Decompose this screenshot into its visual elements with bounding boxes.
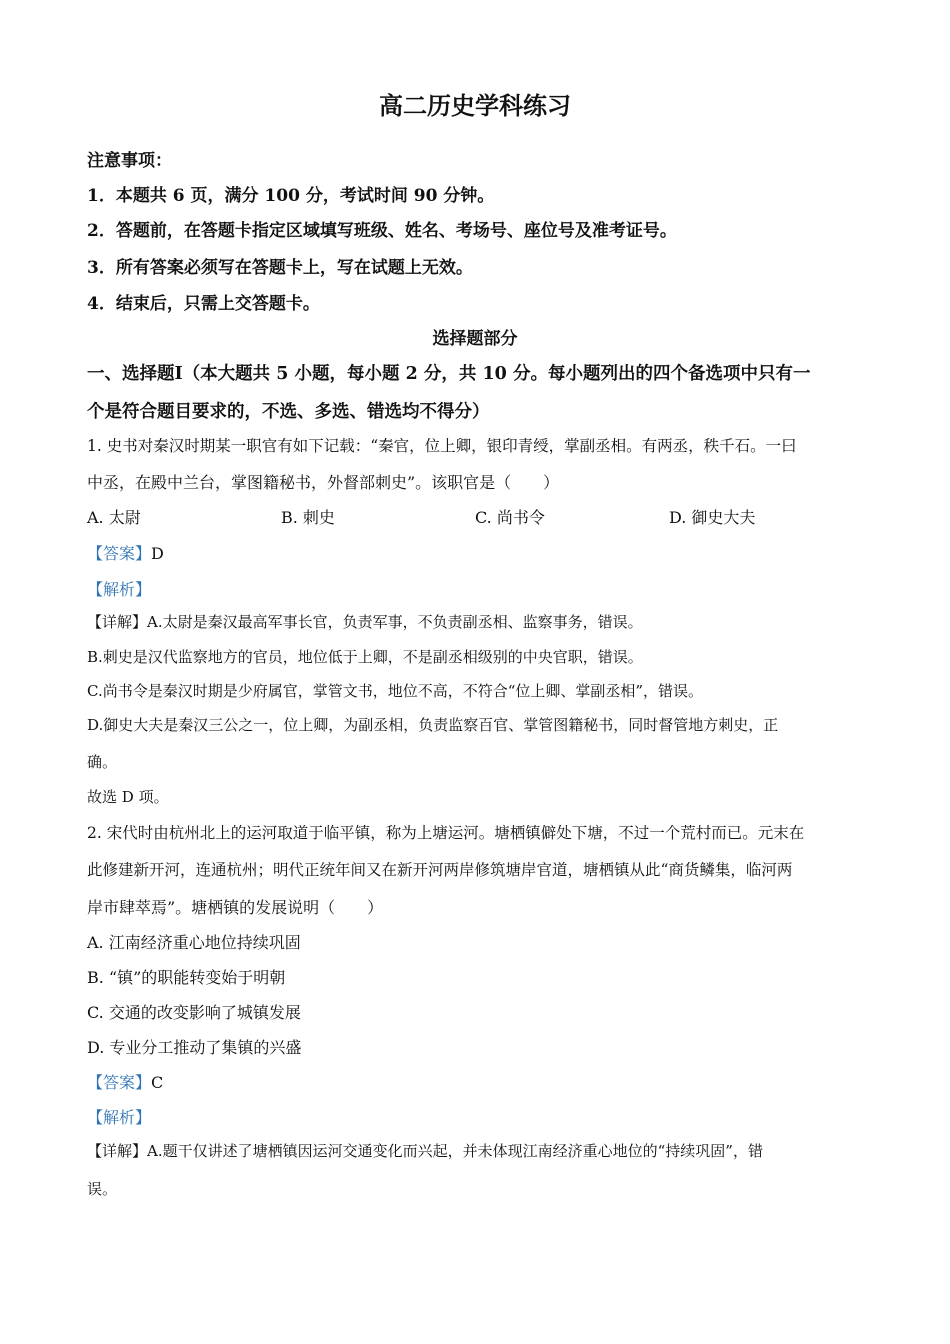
q2-detail-a-cont: 误。 (87, 1180, 118, 1198)
answer-tag: 【答案】 (87, 544, 152, 563)
notice-heading: 注意事项： (87, 151, 172, 171)
detail-text: A.题干仅讲述了塘栖镇因运河交通变化而兴起，并未体现江南经济重心地位的“持续巩固”，错 (147, 1142, 763, 1160)
notice-item: 1．本题共 6 页，满分 100 分，考试时间 90 分钟。 (87, 186, 495, 206)
detail-tag: 【详解】 (87, 1142, 148, 1160)
detail-text: A.太尉是秦汉最高军事长官，负责军事，不负责副丞相、监察事务，错误。 (147, 613, 643, 631)
q2-detail-a (87, 1140, 867, 1161)
q1-analysis-tag: 【解析】 (87, 580, 152, 599)
q1-option-b: B. 刺史 (281, 508, 335, 527)
q1-detail-b: B.刺史是汉代监察地方的官员，地位低于上卿，不是副丞相级别的中央官职，错误。 (87, 648, 643, 666)
q1-stem-line: 中丞，在殿中兰台，掌图籍秘书，外督部刺史”。该职官是（ ） (87, 473, 560, 492)
q1-answer (87, 541, 867, 564)
part-heading-line1: 一、选择题Ⅰ（本大题共 5 小题，每小题 2 分，共 10 分。每小题列出的四个备选项中只有一 (87, 364, 811, 384)
part-heading-line2: 个是符合题目要求的，不选、多选、错选均不得分） (87, 402, 490, 422)
q1-option-a: A. 太尉 (87, 508, 141, 527)
answer-tag: 【答案】 (87, 1073, 152, 1092)
q1-detail-d-cont: 确。 (87, 753, 118, 771)
answer-value: C (151, 1073, 164, 1092)
q2-option-d: D. 专业分工推动了集镇的兴盛 (87, 1038, 302, 1057)
q2-answer (87, 1070, 867, 1093)
q1-option-c: C. 尚书令 (475, 508, 545, 527)
q2-stem-line: 2. 宋代时由杭州北上的运河取道于临平镇，称为上塘运河。塘栖镇僻处下塘，不过一个荒村而已。元末在 (87, 824, 805, 842)
q2-option-a: A. 江南经济重心地位持续巩固 (87, 933, 301, 952)
q1-stem-line: 1. 史书对秦汉时期某一职官有如下记载：“秦官，位上卿，银印青绶，掌副丞相。有两丞，秩千石。一曰 (87, 437, 797, 455)
q1-detail-d: D.御史大夫是秦汉三公之一，位上卿，为副丞相，负责监察百官、掌管图籍秘书，同时督管地方刺史，正 (87, 716, 779, 734)
q2-stem-line: 此修建新开河，连通杭州；明代正统年间又在新开河两岸修筑塘岸官道，塘栖镇从此“商货鳞集，临河两 (87, 861, 793, 879)
q1-conclusion: 故选 D 项。 (87, 788, 169, 806)
section-title: 选择题部分 (432, 329, 518, 349)
q1-detail-c: C.尚书令是秦汉时期是少府属官，掌管文书，地位不高，不符合“位上卿、掌副丞相”，错误。 (87, 682, 704, 700)
detail-tag: 【详解】 (87, 613, 148, 631)
q2-stem-line: 岸市肆萃焉”。塘栖镇的发展说明（ ） (87, 898, 384, 917)
q2-option-b: B. “镇”的职能转变始于明朝 (87, 968, 286, 987)
notice-item: 3．所有答案必须写在答题卡上，写在试题上无效。 (87, 258, 473, 278)
page-title: 高二历史学科练习 (379, 91, 571, 120)
q2-analysis-tag: 【解析】 (87, 1108, 152, 1127)
notice-item: 4．结束后，只需上交答题卡。 (87, 294, 320, 314)
answer-value: D (151, 544, 164, 563)
q1-detail-a (87, 611, 867, 632)
notice-item: 2．答题前，在答题卡指定区域填写班级、姓名、考场号、座位号及准考证号。 (87, 221, 677, 241)
q1-option-d: D. 御史大夫 (669, 508, 756, 527)
q2-option-c: C. 交通的改变影响了城镇发展 (87, 1003, 301, 1022)
